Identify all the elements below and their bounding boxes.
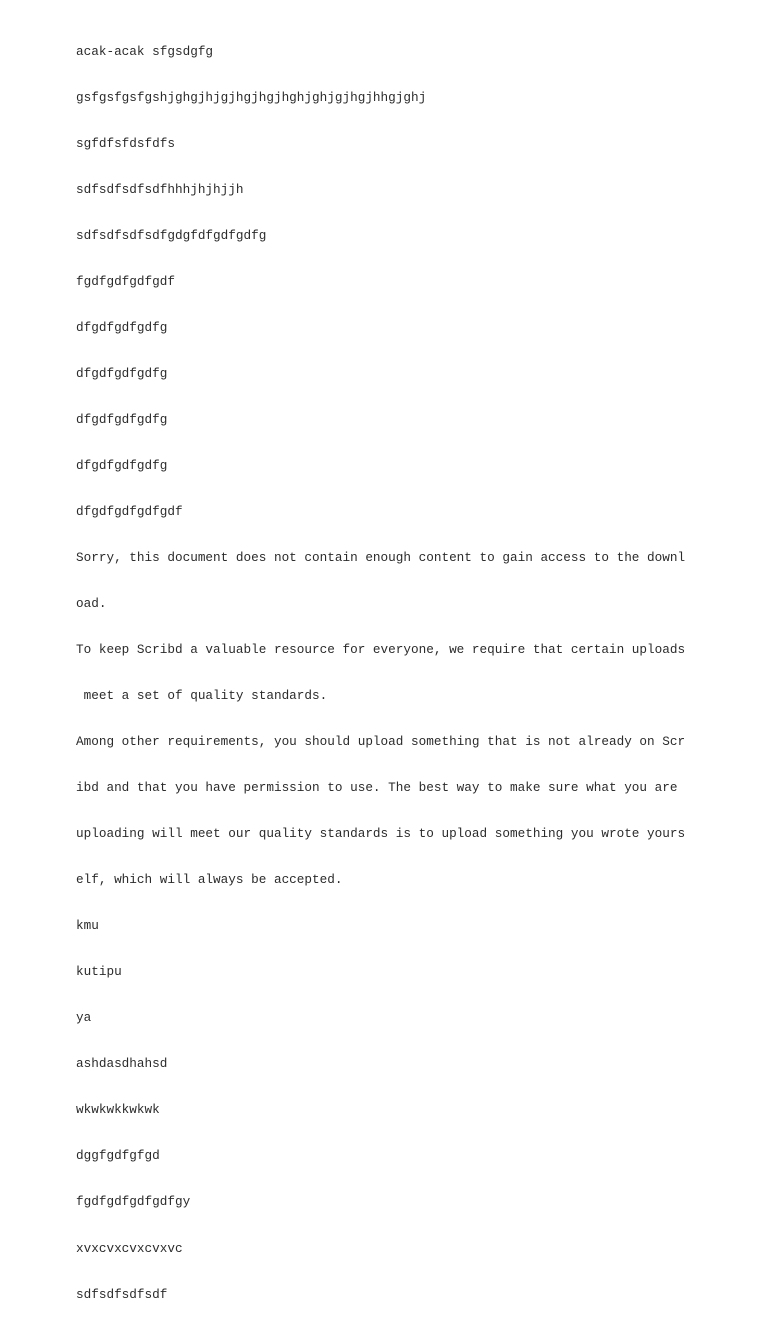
notice-line: oad. [76, 596, 107, 612]
text-line: kmu [76, 918, 99, 934]
text-line: gsfgsfgsfgshjghgjhjgjhgjhgjhghjghjgjhgjhhgjghj [76, 89, 427, 105]
notice-line: To keep Scribd a valuable resource for everyone, we require that certain uploads [76, 642, 686, 658]
text-line: ya [76, 1010, 92, 1026]
text-line: sgfdfsfdsfdfs [76, 135, 175, 151]
notice-line: Sorry, this document does not contain enough content to gain access to the downl [76, 550, 686, 566]
text-line: dfgdfgdfgdfg [76, 411, 168, 427]
text-line: xvxcvxcvxcvxvc [76, 1240, 183, 1256]
text-line: ashdasdhahsd [76, 1056, 168, 1072]
notice-line: ibd and that you have permission to use. The best way to make sure what you are [76, 780, 678, 796]
notice-line: uploading will meet our quality standards is to upload something you wrote yours [76, 826, 686, 842]
text-line: sdfsdfsdfsdfhhhjhjhjjh [76, 181, 244, 197]
notice-line: elf, which will always be accepted. [76, 872, 343, 888]
document-text [76, 13, 685, 1333]
text-line: wkwkwkkwkwk [76, 1102, 160, 1118]
notice-line: Among other requirements, you should upload something that is not already on Scr [76, 734, 686, 750]
text-line: fgdfgdfgdfgdf [76, 273, 175, 289]
text-line: dggfgdfgfgd [76, 1148, 160, 1164]
text-line: dfgdfgdfgdfg [76, 365, 168, 381]
text-line: dfgdfgdfgdfg [76, 457, 168, 473]
text-line: dfgdfgdfgdfgdf [76, 504, 183, 519]
text-line: dfgdfgdfgdfg [76, 319, 168, 335]
text-line: fgdfgdfgdfgdfgy [76, 1194, 191, 1210]
text-line: acak-acak sfgsdgfg [76, 43, 214, 59]
text-line: kutipu [76, 964, 122, 980]
notice-line: meet a set of quality standards. [76, 688, 328, 704]
text-line: sdfsdfsdfsdfgdgfdfgdfgdfg [76, 227, 267, 243]
text-line: sdfsdfsdfsdf [76, 1286, 168, 1302]
